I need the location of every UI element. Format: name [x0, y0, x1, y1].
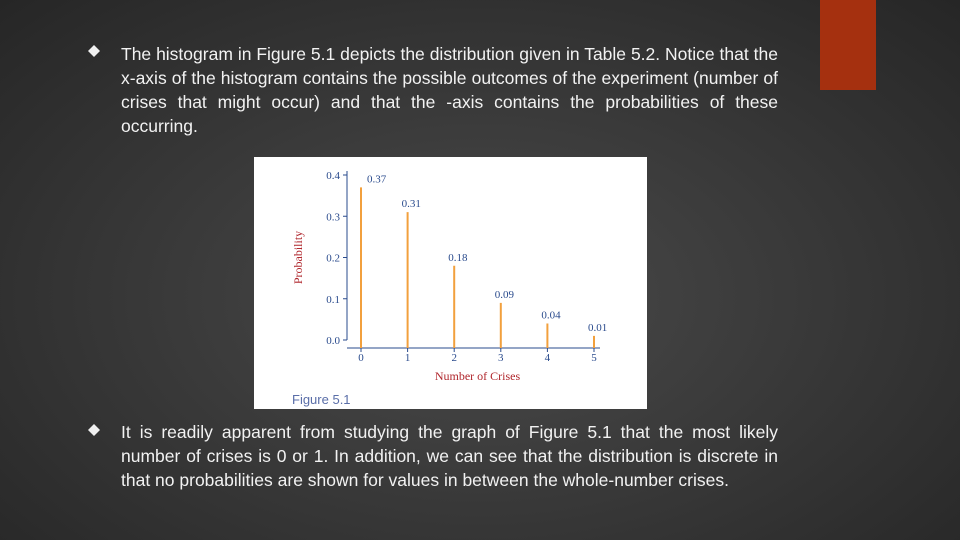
- x-tick-label: 4: [544, 352, 551, 364]
- x-tick-label: 0: [358, 352, 364, 364]
- y-tick-label: 0.0: [326, 335, 340, 347]
- data-label: 0.09: [494, 288, 515, 301]
- figure-caption: Figure 5.1: [292, 392, 351, 407]
- figure-5-1: [254, 157, 647, 409]
- x-tick-label: 2: [451, 352, 457, 364]
- x-tick-label: 1: [404, 352, 411, 364]
- diamond-bullet-icon: [88, 424, 100, 436]
- y-tick-label: 0.4: [326, 170, 340, 182]
- data-label: 0.18: [448, 251, 468, 264]
- x-axis-title: Number of Crises: [434, 369, 521, 383]
- data-label: 0.01: [588, 321, 608, 334]
- paragraph-histogram-interpretation: It is readily apparent from studying the graph of Figure 5.1 that the most likely number of crises is 0 or 1. In addition, we can see that the distribution is discrete in that no probabilities are shown for values in between the whole-number crises.: [121, 422, 778, 490]
- diamond-bullet-icon: [88, 45, 100, 57]
- y-tick-label: 0.3: [326, 211, 340, 224]
- data-label: 0.37: [367, 173, 387, 186]
- x-tick-label: 5: [591, 352, 597, 364]
- y-tick-label: 0.2: [326, 252, 340, 265]
- y-tick-label: 0.1: [326, 293, 340, 306]
- data-label: 0.04: [541, 309, 561, 322]
- x-tick-label: 3: [498, 352, 504, 364]
- y-axis-title: Probability: [291, 230, 305, 285]
- paragraph-histogram-description: The histogram in Figure 5.1 depicts the distribution given in Table 5.2. Notice that the x-axis of the histogram contains the possible outcomes of the experiment (number of crises that might occur) and that the -axis contains the probabilities of these occurring.: [121, 44, 778, 136]
- data-label: 0.31: [401, 198, 421, 211]
- accent-bar: [820, 0, 876, 90]
- probability-histogram: [254, 157, 647, 409]
